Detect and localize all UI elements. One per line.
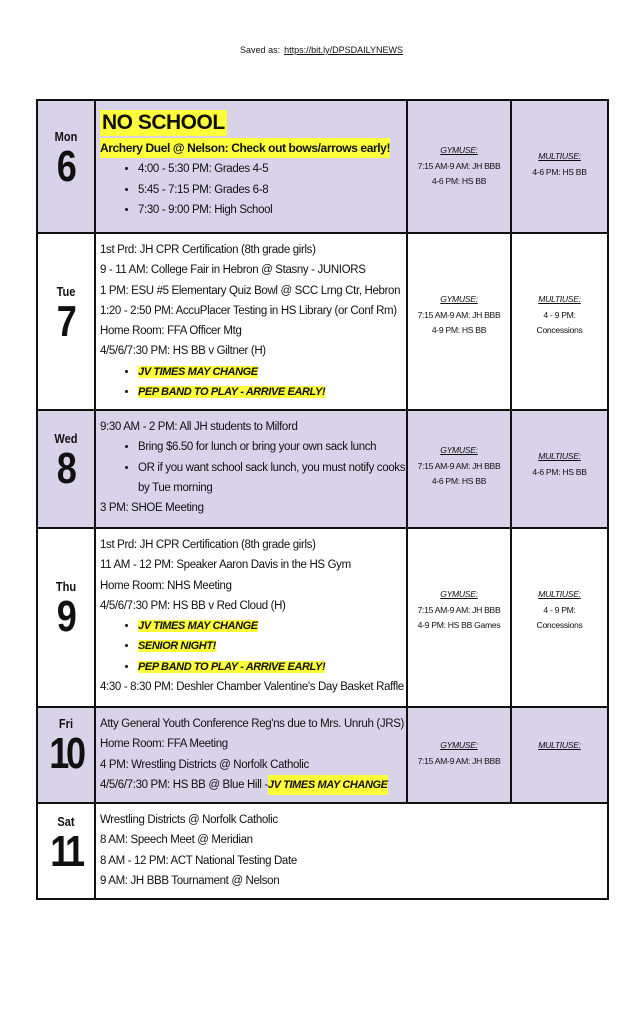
- highlight-list: [100, 362, 402, 403]
- gym-use-cell: [407, 707, 511, 803]
- archery-event: Archery Duel @ Nelson: Check out bows/arrows early!: [100, 138, 390, 158]
- list-item: • 7:30 - 9:00 PM: High School: [138, 200, 402, 220]
- day-number: 10: [49, 729, 83, 778]
- day-of-week: Sat: [57, 814, 75, 829]
- gym-use-cell: [407, 528, 511, 707]
- highlight-text: PEP BAND TO PLAY - ARRIVE EARLY!: [138, 660, 326, 673]
- day-row-sat: [37, 803, 608, 899]
- events-cell: [95, 233, 407, 410]
- day-cell: [37, 410, 95, 528]
- gym-use-heading: GYMUSE:: [440, 740, 478, 750]
- event-line: 4/5/6/7:30 PM: HS BB v Giltner (H): [100, 345, 266, 358]
- gym-use-heading: GYMUSE:: [440, 589, 478, 599]
- event-line: 9:30 AM - 2 PM: All JH students to Milford: [100, 421, 298, 433]
- day-cell: [37, 707, 95, 803]
- gym-use-line: 7:15 AM-9 AM: JH BBB: [417, 160, 501, 171]
- day-cell: [37, 100, 95, 233]
- event-line: 1st Prd: JH CPR Certification (8th grade girls): [100, 539, 316, 551]
- list-item: • Bring $6.50 for lunch or bring your own sack lunch: [138, 437, 402, 457]
- event-line: Home Room: FFA Meeting: [100, 738, 228, 751]
- gym-use-cell: [407, 100, 511, 233]
- events-cell: [95, 803, 608, 899]
- list-item: • 4:00 - 5:30 PM: Grades 4-5: [138, 159, 402, 179]
- day-cell: [37, 233, 95, 410]
- highlight-text: SENIOR NIGHT!: [138, 640, 216, 653]
- events-cell: [95, 707, 407, 803]
- multi-use-heading: MULTIUSE:: [538, 589, 581, 599]
- multi-use-cell: [511, 707, 608, 803]
- day-number: 11: [50, 827, 82, 876]
- event-line: Home Room: FFA Officer Mtg: [100, 325, 242, 338]
- weekly-schedule-table: [36, 99, 609, 900]
- event-line: 4 PM: Wrestling Districts @ Norfolk Catholic: [100, 758, 309, 771]
- list-item: • 5:45 - 7:15 PM: Grades 6-8: [138, 180, 402, 200]
- event-line: [100, 775, 402, 795]
- day-of-week: Fri: [58, 716, 74, 731]
- day-cell: [37, 528, 95, 707]
- highlight-text: JV TIMES MAY CHANGE: [138, 620, 258, 633]
- multi-use-cell: [511, 528, 608, 707]
- day-of-week: Mon: [54, 129, 78, 144]
- event-line: 1st Prd: JH CPR Certification (8th grade girls): [100, 244, 316, 256]
- gym-use-line: 4-9 PM: HS BB: [431, 325, 487, 335]
- gym-use-heading: GYMUSE:: [440, 445, 478, 455]
- saved-as-line: [0, 45, 643, 55]
- events-cell: [95, 528, 407, 707]
- gym-use-line: 7:15 AM-9 AM: JH BBB: [417, 604, 501, 615]
- multi-use-cell: [511, 410, 608, 528]
- highlight-text: JV TIMES MAY CHANGE: [138, 365, 258, 378]
- highlight-text: PEP BAND TO PLAY - ARRIVE EARLY!: [138, 386, 326, 399]
- multi-use-line: Concessions: [536, 620, 583, 630]
- list-item: [138, 636, 402, 656]
- list-item: [138, 382, 402, 402]
- bullet-list: [100, 437, 406, 498]
- event-text: 4/5/6/7:30 PM: HS BB @ Blue Hill -: [100, 778, 268, 791]
- multi-use-line: 4-6 PM: HS BB: [532, 466, 587, 477]
- gym-use-line: 7:15 AM-9 AM: JH BBB: [417, 309, 501, 320]
- day-row-mon: [37, 100, 608, 233]
- multi-use-line: 4 - 9 PM:: [543, 604, 576, 615]
- events-cell: [95, 100, 407, 233]
- list-item: [138, 657, 402, 677]
- gym-use-cell: [407, 233, 511, 410]
- event-line: 11 AM - 12 PM: Speaker Aaron Davis in the HS Gym: [100, 559, 351, 572]
- multi-use-heading: MULTIUSE:: [538, 740, 581, 750]
- event-line: 3 PM: SHOE Meeting: [100, 502, 204, 515]
- gym-use-line: 7:15 AM-9 AM: JH BBB: [417, 755, 501, 766]
- day-row-fri: [37, 707, 608, 803]
- event-line: 1:20 - 2:50 PM: AccuPlacer Testing in HS Library (or Conf Rm): [100, 304, 397, 317]
- day-number: 6: [56, 142, 76, 191]
- day-number: 7: [56, 297, 76, 346]
- gym-use-line: 4-9 PM: HS BB Games: [417, 620, 501, 630]
- list-item: [138, 362, 402, 382]
- gym-use-line: 4-6 PM: HS BB: [431, 476, 487, 486]
- highlight-text: JV TIMES MAY CHANGE: [268, 775, 388, 795]
- event-line: 9 AM: JH BBB Tournament @ Nelson: [100, 874, 280, 887]
- saved-as-url[interactable]: https://bit.ly/DPSDAILYNEWS: [284, 45, 403, 55]
- gym-use-line: 4-6 PM: HS BB: [431, 176, 487, 186]
- archery-times-list: [100, 159, 402, 220]
- event-line: 4/5/6/7:30 PM: HS BB v Red Cloud (H): [100, 599, 286, 612]
- highlight-list: [100, 616, 402, 677]
- event-line: 1 PM: ESU #5 Elementary Quiz Bowl @ SCC Lrng Ctr, Hebron: [100, 284, 401, 297]
- day-row-tue: [37, 233, 608, 410]
- list-item: [138, 616, 402, 636]
- list-item: • OR if you want school sack lunch, you must notify cooks by Tue morning: [138, 458, 406, 499]
- event-line: 8 AM - 12 PM: ACT National Testing Date: [100, 854, 297, 867]
- day-row-thu: [37, 528, 608, 707]
- multi-use-line: 4-6 PM: HS BB: [532, 166, 587, 177]
- multi-use-heading: MULTIUSE:: [538, 451, 581, 461]
- event-line: 8 AM: Speech Meet @ Meridian: [100, 834, 253, 847]
- day-cell: [37, 803, 95, 899]
- multi-use-heading: MULTIUSE:: [538, 151, 581, 161]
- day-of-week: Tue: [56, 284, 76, 299]
- gym-use-line: 7:15 AM-9 AM: JH BBB: [417, 460, 501, 471]
- events-cell: [95, 410, 407, 528]
- day-of-week: Thu: [55, 579, 77, 594]
- event-line: Home Room: NHS Meeting: [100, 579, 232, 592]
- no-school-banner: NO SCHOOL: [102, 111, 225, 134]
- multi-use-line: Concessions: [536, 325, 583, 335]
- event-line: 4:30 - 8:30 PM: Deshler Chamber Valentine's Day Basket Raffle: [100, 681, 404, 694]
- event-line: 9 - 11 AM: College Fair in Hebron @ Stasny - JUNIORS: [100, 264, 366, 277]
- multi-use-cell: [511, 233, 608, 410]
- multi-use-cell: [511, 100, 608, 233]
- day-number: 9: [56, 592, 76, 641]
- day-row-wed: [37, 410, 608, 528]
- multi-use-line: 4 - 9 PM:: [543, 309, 576, 320]
- day-of-week: Wed: [54, 431, 78, 446]
- event-line: Wrestling Districts @ Norfolk Catholic: [100, 814, 278, 826]
- gym-use-heading: GYMUSE:: [440, 145, 478, 155]
- gym-use-cell: [407, 410, 511, 528]
- event-line: Atty General Youth Conference Reg'ns due to Mrs. Unruh (JRS): [100, 718, 404, 730]
- saved-as-label: Saved as:: [240, 45, 281, 55]
- multi-use-heading: MULTIUSE:: [538, 294, 581, 304]
- gym-use-heading: GYMUSE:: [440, 294, 478, 304]
- day-number: 8: [56, 444, 76, 493]
